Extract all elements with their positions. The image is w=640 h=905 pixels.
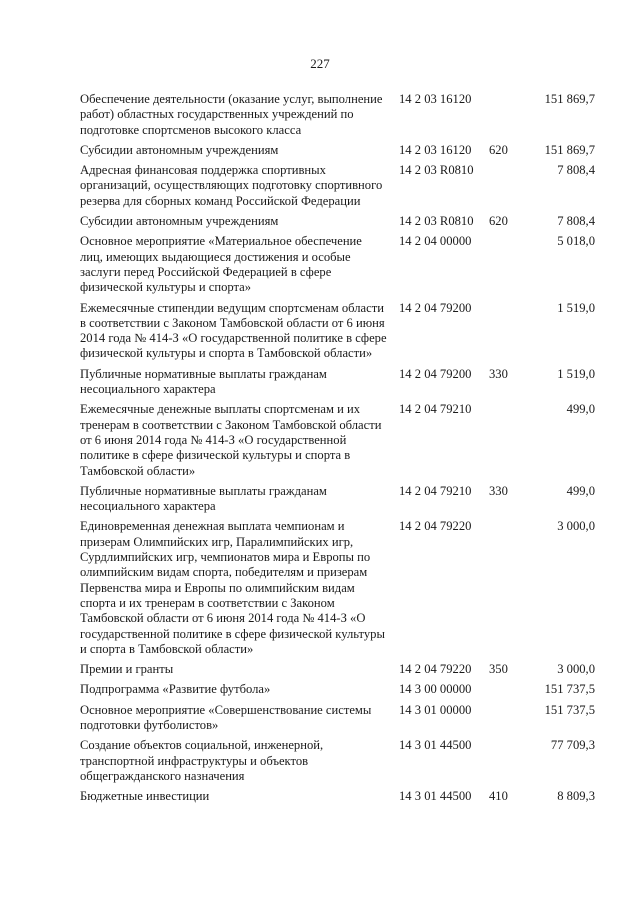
table-row xyxy=(80,789,595,804)
row-name: Адресная финансовая поддержка спортивных организаций, осуществляющих подготовку спортивного резерва для сборных команд Российской Федерации xyxy=(80,163,383,208)
row-code: 14 3 01 44500 xyxy=(399,738,472,753)
row-code: 14 2 03 16120 xyxy=(399,92,472,106)
row-expense-type: 620 xyxy=(489,214,508,229)
row-code: 14 2 04 00000 xyxy=(399,234,472,249)
table-row xyxy=(80,301,595,362)
row-code: 14 2 03 R0810 xyxy=(399,163,474,178)
row-name: Основное мероприятие «Совершенствование системы подготовки футболистов» xyxy=(80,702,372,732)
table-row xyxy=(80,92,595,138)
table-row xyxy=(80,703,595,734)
row-name: Основное мероприятие «Материальное обеспечение лиц, имеющих выдающиеся достижения и особые заслуги перед Российской Федерацией в сфере физической культуры и спорта» xyxy=(80,234,362,295)
row-name: Премии и гранты xyxy=(80,662,174,677)
page-number: 227 xyxy=(310,56,330,71)
row-expense-type: 330 xyxy=(489,483,508,498)
row-sum: 5 018,0 xyxy=(557,234,595,249)
row-code: 14 3 01 00000 xyxy=(399,702,472,717)
row-name: Ежемесячные денежные выплаты спортсменам и их тренерам в соответствии с Законом Тамбовской области от 6 июня 2014 года № 414-З «О государственной политике в сфере физической культуры и спорта в Тамбовской области» xyxy=(80,402,382,478)
row-code: 14 3 01 44500 xyxy=(399,789,472,804)
row-name: Обеспечение деятельности (оказание услуг, выполнение работ) областных государственных учреждений по подготовке спортсменов высокого класса xyxy=(80,92,383,137)
row-sum: 3 000,0 xyxy=(557,519,595,534)
row-expense-type: 350 xyxy=(489,662,508,677)
row-name: Создание объектов социальной, инженерной, транспортной инфраструктуры и объектов общегражданского назначения xyxy=(80,738,324,783)
row-code: 14 2 04 79220 xyxy=(399,662,472,677)
row-sum: 499,0 xyxy=(566,483,595,498)
row-code: 14 3 00 00000 xyxy=(399,682,472,697)
table-row xyxy=(80,367,595,398)
table-row xyxy=(80,143,595,158)
row-expense-type: 410 xyxy=(489,789,508,804)
row-code: 14 2 03 R0810 xyxy=(399,214,474,229)
row-sum: 77 709,3 xyxy=(550,738,595,753)
row-expense-type: 330 xyxy=(489,366,508,381)
table-row xyxy=(80,402,595,478)
table-row xyxy=(80,738,595,784)
row-code: 14 2 03 16120 xyxy=(399,142,472,157)
row-name: Публичные нормативные выплаты гражданам несоциального характера xyxy=(80,366,327,397)
table-row xyxy=(80,214,595,229)
budget-table xyxy=(80,92,595,809)
table-row xyxy=(80,662,595,677)
row-sum: 8 809,3 xyxy=(557,789,595,804)
row-name: Субсидии автономным учреждениям xyxy=(80,142,279,157)
row-sum: 151 737,5 xyxy=(544,702,595,717)
row-sum: 7 808,4 xyxy=(557,214,595,229)
row-code: 14 2 04 79200 xyxy=(399,300,472,315)
table-row xyxy=(80,163,595,209)
row-name: Единовременная денежная выплата чемпионам и призерам Олимпийских игр, Паралимпийских игр, Сурдлимпийских игр, чемпионатов мира и Европы по олимпийским видам спорта, победителям и призерам Первенства мира и Европы по олимпийским видам спорта и их тренерам в соответствии с Законом Тамбовской области от 6 июня 2014 года № 414-З «О государственной политике в сфере физической культуры и спорта в Тамбовской области» xyxy=(80,519,385,656)
table-row xyxy=(80,484,595,515)
row-code: 14 2 04 79210 xyxy=(399,402,472,417)
row-sum: 151 737,5 xyxy=(544,682,595,697)
row-name: Бюджетные инвестиции xyxy=(80,789,210,804)
row-sum: 7 808,4 xyxy=(557,163,595,178)
row-sum: 1 519,0 xyxy=(557,300,595,315)
table-row xyxy=(80,234,595,295)
row-sum: 151 869,7 xyxy=(544,92,595,106)
row-sum: 3 000,0 xyxy=(557,662,595,677)
row-code: 14 2 04 79220 xyxy=(399,519,472,534)
row-code: 14 2 04 79210 xyxy=(399,483,472,498)
row-sum: 1 519,0 xyxy=(557,366,595,381)
row-name: Подпрограмма «Развитие футбола» xyxy=(80,682,271,697)
row-expense-type: 620 xyxy=(489,142,508,157)
row-code: 14 2 04 79200 xyxy=(399,366,472,381)
table-row xyxy=(80,682,595,697)
row-sum: 499,0 xyxy=(566,402,595,417)
row-name: Ежемесячные стипендии ведущим спортсменам области в соответствии с Законом Тамбовской области от 6 июня 2014 года № 414-З «О государственной политике в сфере физической культуры и спорта в Тамбовской области» xyxy=(80,300,387,361)
row-name: Субсидии автономным учреждениям xyxy=(80,214,279,229)
row-sum: 151 869,7 xyxy=(544,142,595,157)
row-name: Публичные нормативные выплаты гражданам несоциального характера xyxy=(80,483,327,514)
table-row xyxy=(80,519,595,657)
